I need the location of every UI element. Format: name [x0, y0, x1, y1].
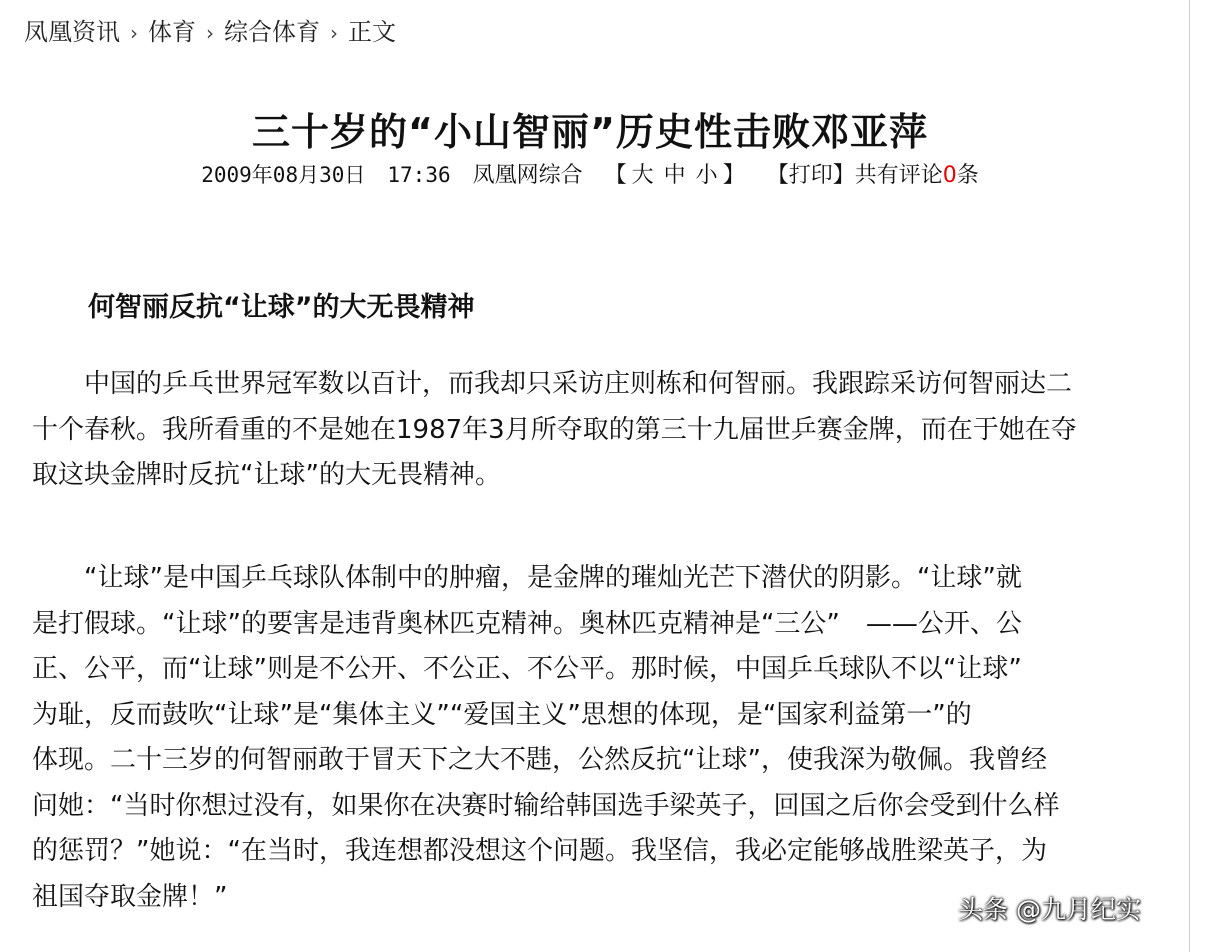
- font-size-medium-button[interactable]: 中: [663, 163, 686, 188]
- paragraph-line: 正、公平，而“让球”则是不公开、不公正、不公平。那时候，中国乒乓球队不以“让球”: [32, 654, 1022, 684]
- article-source: 凤凰网综合: [472, 163, 583, 188]
- publish-date: 2009年08月30日: [201, 163, 366, 187]
- font-size-large-button[interactable]: 大: [631, 163, 654, 188]
- publish-time: 17:36: [387, 163, 451, 187]
- comments-count[interactable]: 0: [942, 163, 957, 188]
- paragraph-line: 祖国夺取金牌！”: [32, 881, 228, 912]
- breadcrumb-separator-icon: ›: [330, 21, 338, 45]
- breadcrumb: [24, 14, 396, 51]
- paragraph-line: “让球”是中国乒乓球队体制中的肿瘤，是金牌的璀灿光芒下潜伏的阴影。“让球”就: [32, 563, 1022, 593]
- paragraph-line: 为耻，反而鼓吹“让球”是“集体主义”“爱国主义”思想的体现，是“国家利益第一”的: [32, 699, 972, 730]
- print-button[interactable]: 【打印】: [766, 163, 855, 188]
- paragraph-line: 体现。二十三岁的何智丽敢于冒天下之大不韪，公然反抗“让球”，使我深为敬佩。我曾经: [32, 745, 1047, 775]
- breadcrumb-item-current: 正文: [348, 18, 396, 46]
- breadcrumb-item-news[interactable]: 凤凰资讯: [24, 18, 120, 46]
- paragraph-line: 的惩罚？”她说：“在当时，我连想都没想这个问题。我坚信，我必定能够战胜梁英子，为: [32, 836, 1047, 866]
- breadcrumb-separator-icon: ›: [130, 21, 138, 45]
- paragraph-line: 取这块金牌时反抗“让球”的大无畏精神。: [32, 460, 501, 490]
- paragraph-line: 问她：“当时你想过没有，如果你在决赛时输给韩国选手梁英子，回国之后你会受到什么样: [32, 790, 1060, 821]
- breadcrumb-item-general-sports[interactable]: 综合体育: [224, 18, 320, 46]
- article-subheading: 何智丽反抗“让球”的大无畏精神: [88, 292, 475, 324]
- article-title: 三十岁的“小山智丽”历史性击败邓亚萍: [252, 110, 928, 155]
- comments-suffix: 条: [956, 163, 979, 188]
- article-paragraph-2: [32, 556, 1172, 920]
- paragraph-line: 是打假球。“让球”的要害是违背奥林匹克精神。奥林匹克精神是“三公” ——公开、公: [32, 608, 1022, 639]
- comments-prefix: 共有评论: [854, 163, 943, 188]
- font-size-bracket-open: 【: [604, 163, 627, 188]
- article-paragraph-1: [32, 362, 1172, 499]
- paragraph-line: 十个春秋。我所看重的不是她在1987年3月所夺取的第三十九届世乒赛金牌，而在于她在夺: [32, 414, 1077, 445]
- right-border-line: [1189, 0, 1190, 952]
- article-meta: [0, 158, 1180, 193]
- breadcrumb-item-sports[interactable]: 体育: [148, 18, 196, 46]
- paragraph-line: 中国的乒乓世界冠军数以百计，而我却只采访庄则栋和何智丽。我跟踪采访何智丽达二: [32, 369, 1073, 399]
- watermark: 头条 @九月纪实: [958, 895, 1141, 924]
- breadcrumb-separator-icon: ›: [206, 21, 214, 45]
- font-size-small-button[interactable]: 小: [695, 163, 718, 188]
- font-size-bracket-close: 】: [722, 163, 745, 188]
